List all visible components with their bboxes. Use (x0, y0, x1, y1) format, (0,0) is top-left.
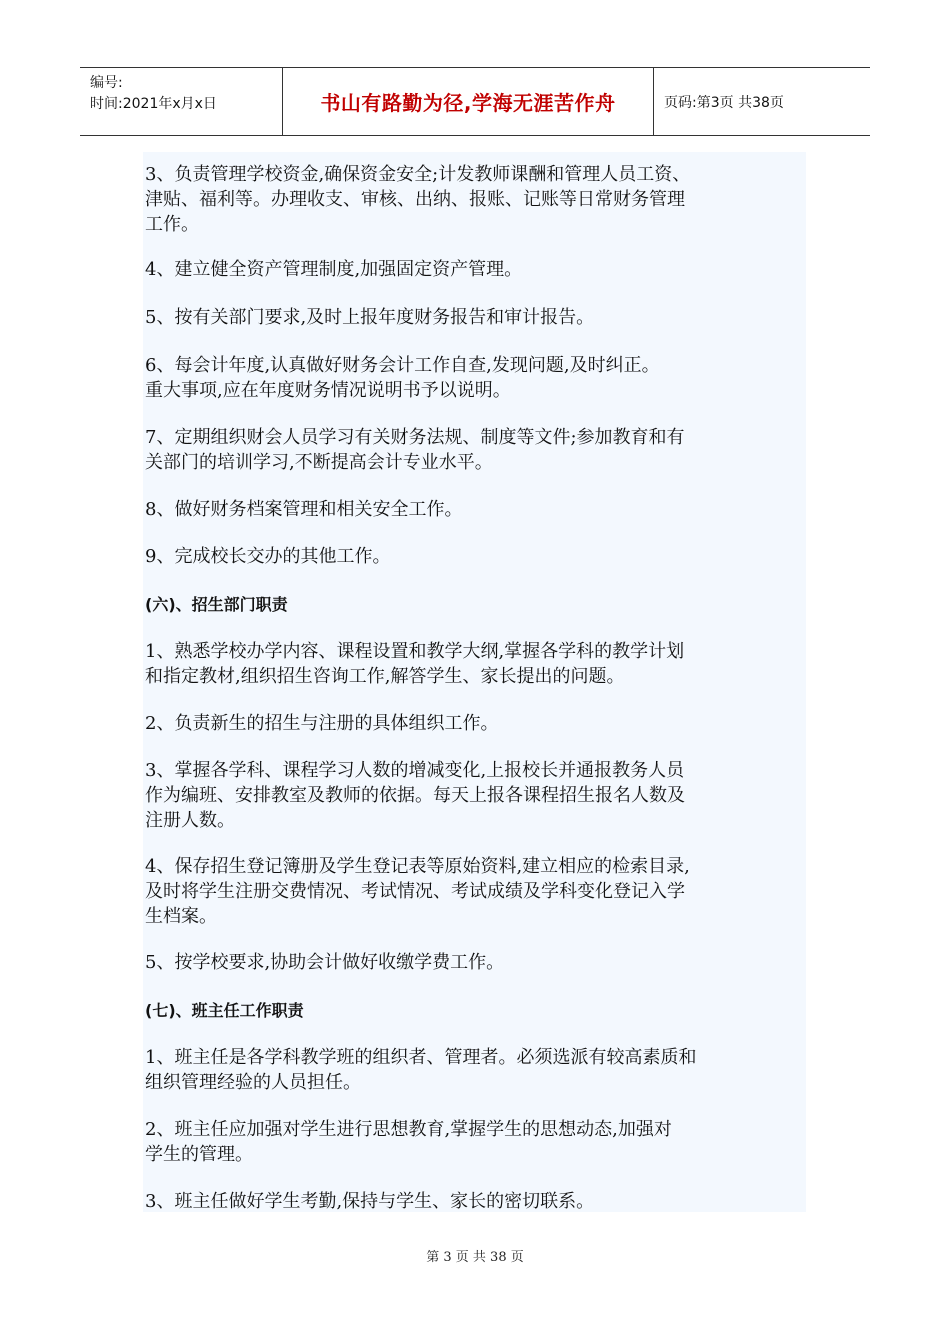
header-meta (80, 68, 283, 135)
paragraph: 1、熟悉学校办学内容、课程设置和教学大纲,掌握各学科的教学计划 和指定教材,组织招生咨询工作,解答学生、家长提出的问题。 (145, 641, 685, 687)
paragraph: 4、保存招生登记簿册及学生登记表等原始资料,建立相应的检索目录, 及时将学生注册交费情况、考试情况、考试成绩及学科变化登记入学 生档案。 (145, 856, 690, 927)
paragraph: 9、完成校长交办的其他工作。 (145, 546, 391, 567)
section-heading: (七)、班主任工作职责 (145, 1001, 304, 1020)
paragraph: 8、做好财务档案管理和相关安全工作。 (145, 499, 463, 520)
paragraph: 3、负责管理学校资金,确保资金安全;计发教师课酬和管理人员工资、 津贴、福利等。办理收支、审核、出纳、报账、记账等日常财务管理 工作。 (145, 164, 691, 235)
section-heading: (六)、招生部门职责 (145, 595, 288, 614)
number-label: 编号: (90, 75, 123, 91)
paragraph: 6、每会计年度,认真做好财务会计工作自查,发现问题,及时纠正。 重大事项,应在年度财务情况说明书予以说明。 (145, 355, 660, 401)
header-page-info: 页码:第3页 共38页 (664, 94, 784, 111)
paragraph: 4、建立健全资产管理制度,加强固定资产管理。 (145, 259, 523, 280)
paragraph: 2、班主任应加强对学生进行思想教育,掌握学生的思想动态,加强对 学生的管理。 (145, 1119, 672, 1165)
paragraph: 2、负责新生的招生与注册的具体组织工作。 (145, 713, 499, 734)
paragraph: 5、按学校要求,协助会计做好收缴学费工作。 (145, 952, 505, 973)
paragraph: 3、班主任做好学生考勤,保持与学生、家长的密切联系。 (145, 1191, 595, 1212)
page-footer: 第 3 页 共 38 页 (426, 1250, 524, 1265)
header-motto: 书山有路勤为径,学海无涯苦作舟 (283, 68, 654, 135)
paragraph: 5、按有关部门要求,及时上报年度财务报告和审计报告。 (145, 307, 595, 328)
document-body (143, 152, 806, 1212)
paragraph: 7、定期组织财会人员学习有关财务法规、制度等文件;参加教育和有 关部门的培训学习,不断提高会计专业水平。 (145, 427, 685, 473)
date-label: 时间:2021年x月x日 (90, 96, 217, 112)
paragraph: 3、掌握各学科、课程学习人数的增减变化,上报校长并通报教务人员 作为编班、安排教室及教师的依据。每天上报各课程招生报名人数及 注册人数。 (145, 760, 685, 831)
paragraph: 1、班主任是各学科教学班的组织者、管理者。必须选派有较高素质和 组织管理经验的人员担任。 (145, 1047, 697, 1093)
page-header (80, 67, 870, 136)
